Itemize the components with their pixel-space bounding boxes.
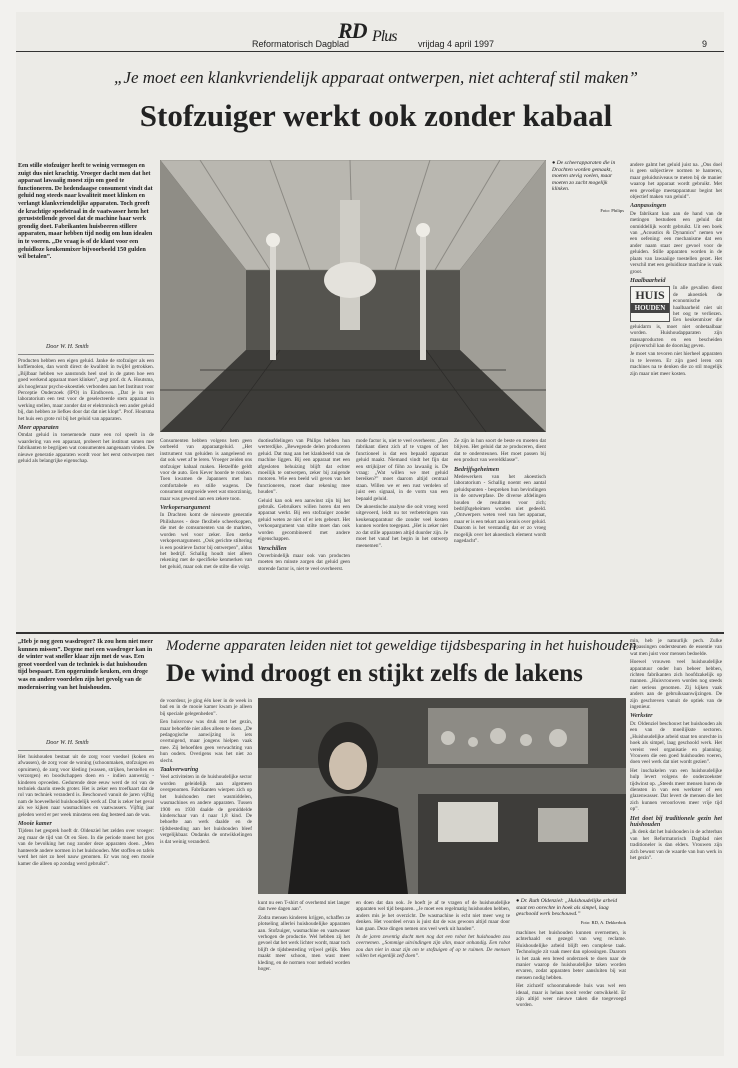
paragraph: Omdat geluid in toenemende mate een rol speelt in de waardering van een apparaat, probeert het instituut samen met fabrikanten te begrijpen wat consumenten aangenaam vinden. De nieuwe generatie apparaten wordt voor het eerst ontworpen met geluid als belangrijke eigenschap. [18, 432, 154, 465]
paragraph: Het zichzelf schoonmakende huis was wel een ideaal, maar is helaas nooit verder ontwikkeld. Er zijn altijd weer nieuwe taken die toegevoegd worden. [516, 983, 626, 1009]
subhead: Mooie kamer [18, 820, 52, 828]
paragraph: duotieafdelingen van Philips hebben hun werterdijke. „Bewegende delen produceren geluid. Dat mag aan het klankbeeld van de machine liggen. Bij een apparaat met een afgesloten behuizing blijft dat echter moeilijk te ontwerpen, zeker bij zuigende motoren. Wie een beeld wil geven van het functioneren, moet daar rekening mee houden”. [258, 438, 350, 496]
paragraph: Ze zijn in hun soort de beste en moeten dat blijven. Het geluid dat ze produceren, dient dat te ondersteunen. Het moet passen bij een product van wereldklasse”. [454, 438, 546, 464]
paragraph: Het inschakelen van een huishoudelijke hulp levert volgens de onderzoekster tijdwinst op. „Steeds meer mensen huren de diensten in van een werkster of een glazenwasser. Dat levert de mensen die het zich kunnen veroorloven meer vrije tijd op”. [630, 767, 722, 813]
paragraph: min, heb je natuurlijk pech. Zulke toepassingen ondersteunen de essentie van wat men juist voor mensen bedoelde. [630, 638, 722, 657]
paper-name: Reformatorisch Dagblad [252, 39, 350, 49]
kitchen-photo [258, 698, 626, 894]
paragraph: Het huishouden bestaat uit de zorg voor voedsel (koken en afwassen), de zorg voor de woning (schoonmaken, stofzuigen en opruimen), de zorg voor kleding (wassen, strijken, herstellen en verzorgen) en boodschappen doen en - indien aanwezig - kinderen opvoeden. Gedurende deze eeuw werd de rol van de techniek daarin steeds groter. Het is zeker een troefkaart dat de rol van techniek veranderd is. Beschouwd vanuit de jaren vijftig nam de hoeveelheid huishoudelijk werk af. Dat is zeker het geval als we kijken naar wasmachines en vaatwassers. Vijftig jaar geleden werd er per week minstens een dag besteed aan de was. [18, 754, 154, 818]
article2-lead: „Heb je nog geen wasdroger? Ik zou hem niet meer kunnen missen”. Degene met een wasdroger kan in de winter wat sneller klaar zijn met de was. Een groot voordeel van de techniek is dat huishouden tijd bespaart. Een opgeruimde keuken, een droge was en andere voordelen zijn het gevolg van de modernisering van het huishouden. [18, 638, 154, 691]
article2-headline: De wind droogt en stijkt zelfs de lakens [166, 660, 583, 687]
article1-lead: Een stille stofzuiger heeft te weinig vermogen en zuigt dus niet krachtig. Vroeger dacht men dat het apparaat lawaaiig moest zijn om goed te functioneren. De hedendaagse consument vindt dat geluid nog steeds naar kwaliteit moet klinken en verlangt klankvriendelijke apparaten. Toch greeft de krachtige spoelstraal in de vaatwasser hem het geruststellende gevoel dat de machine haar werk grondig doet. Fabrikanten huisbeeren stillere apparaten, maar hebben tijd nodig om hun idealen in te voeren. „De vraag is of de klant voor een geluidloze keukenmixer bijvoorbeeld 150 gulden wil betalen”. [18, 162, 153, 261]
paragraph: Hoewel vrouwen veel huishoudelijke apparatuur onder hun beheer hebben, richten fabrikanten zich hoofdzakelijk op mannen. „Huisvrouwen worden nog steeds niet serieus genomen. Zij kijken vaak anders aan de gebruiksaanwijzingen. De zijn geschreven vanuit de optiek van de ingenieur. [630, 659, 722, 711]
subhead: Taakverwaring [160, 766, 199, 774]
paragraph: mode factor is, niet te veel overheerst. „Een fabrikant dient zich af te vragen of het functioneel is dat een bepaald apparaat geluid maakt. Niemand vindt het fijn dat een strijkijzer of föhn zo lawaaiig is. De vraag: „Wat willen we met geluid bereiken?” moet daarom altijd centraal staan. Willen we er een rust verdelen of juist een signaal, in de vorm van een bepaald geluid. [356, 438, 448, 502]
paragraph: De fabrikant kan aan de hand van de metingen bestudeen een geluid dat onmiddellijk wordt gebruikt. Uit een boek van „Acoustics & Dynamics” nemen we een oefening: een mechanisme dat een ander naam staat zeer gevoel voor de geluiden. Stille apparaten worden in de plaats van lawaaiige toestellen gezet. Het verschil met een geluidloze machine is vaak groot. [630, 210, 722, 275]
logo-line-2: HOUDEN [631, 303, 669, 313]
article1-column-2 [160, 438, 252, 628]
paragraph: Medewerkers van het akoestisch laboratorium - Schallig noemt een aantal geluidspunten - bespreken hun bevindingen in de ontwerpfase. De diverse afdelingen houden de resultaten voor zich; bedrijfsgeheimen worden niet gedeeld. „Ontwerpers weten veel van het apparaat, maar er is een tekort aan kennis over geluid. Daarom is het verstandig dat er zo vroeg mogelijk over het akoestisch element wordt nagedacht”. [454, 474, 546, 545]
subhead: Bedrijfsgeheimen [454, 465, 500, 473]
divider [18, 354, 154, 355]
article2-column-3 [258, 900, 350, 1054]
photo-credit: Foto: Philips [600, 208, 624, 213]
rd-plus-logo [338, 18, 412, 46]
divider [18, 750, 154, 751]
article2-column-4 [356, 900, 510, 1054]
paragraph: Veel activiteiten in de huishoudelijke sector worden geleidelijk aan algemeen overgenomen. Fabrikanten wierpen zich op het huishouden met wasmiddelen, wasmachines en andere apparaten. Tussen 1900 en 1930 daalde de gemiddelde kinderschaar van 4 naar 1,8 kind. De behoefte aan werk daalde en de tijdsbesteding aan het huishouden bleef vergelijkbaar. Ondanks de ontwikkelingen is dat weinig veranderd. [160, 774, 252, 845]
article2-column-6 [630, 638, 722, 1054]
article2-column-2 [160, 698, 252, 1054]
paragraph: In de jaren zeventig dacht men nog dat een robot het huishouden zou overnemen. „Sommige uitvindingen zijn slim, maar onhandig. Een robot zou dan niet in staat zijn om te stofzuigen of op te ruimen. De mensen willen het eigenlijk zelf doen”. [356, 934, 510, 960]
article1-column-5 [454, 438, 546, 628]
photo-illustration [160, 160, 546, 432]
article2-column-5 [516, 930, 626, 1054]
logo-letters: RD [338, 18, 367, 43]
paragraph: Onverbindelijk maar ook van producten moeten ten minste zorgen dat geluid geen storende factor is, niet te veel overheerst. [258, 552, 350, 572]
article2-column-1 [18, 754, 154, 1054]
paragraph: Zodra mensen kinderen krijgen, schaffen ze plotseling allerlei huishoudelijke apparaten aan. Stofzuiger, wasmachine en vaatwasser verhogen de productie. Wel hebben zij het gevoel dat het werk lichter wordt, maar toch blijft de tijdsbesteding vrijwel gelijk. Men maakt meer schoon, men wast meer kleding, en de normen voor netheid worden hoger. [258, 914, 350, 973]
subhead: Haalbaarheid [630, 276, 666, 284]
subhead: Meer apparaten [18, 424, 59, 432]
article-separator [16, 632, 724, 634]
paragraph: kunt nu een T-shirt of overhemd niet langer dan twee dagen aan”. [258, 900, 350, 913]
masthead-rule [16, 51, 724, 52]
logo-plus: Plus [372, 28, 397, 45]
photo-caption: ● De scheerapparaten die in Drachten worden gemaakt, moeten stevig voelen, maar moeten zo zacht mogelijk klinken. [552, 160, 616, 193]
subhead: Werkster [630, 712, 653, 720]
photo-illustration [258, 698, 626, 894]
page-number: 9 [702, 39, 708, 49]
caption-bullet-icon: ● [516, 898, 521, 904]
photo-credit: Foto: RD, A. Dekkerbok [580, 920, 626, 925]
newspaper-page [16, 12, 724, 1056]
paragraph: De akoestische analyse die ooit vroeg werd uitgevoerd, leidt nu tot verbeteringen van keukenapparatuur die zonder veel kosten kunnen worden toegepast. „Het is zeker niet zo dat stille apparaten altijd duurder zijn. Je moet het vanaf het begin in het ontwerp meenemen”. [356, 504, 448, 549]
paragraph: In Drachten komt de nieuwste generatie Philishaves - deze flexibele scheerkoppen, die met de comsumenten van de markten, worden wel voor zeker. Een sterke verkopersargument. „Ook gerichte stiltering is een positieve factor bij ontwerpen”, aldus het bedrijf. Schallig houdt niet alleen rekening met de specifieke kenmerken van het geluid, maar ook met de stilte die volgt. [160, 512, 252, 570]
paragraph: In alle gevallen dient de akoestiek de economische haalbaarheid niet uit het oog te verliezen. Een keukenmixer die geluidarm is, moet niet onbetaalbaar worden. Huishoudapparaten zijn massaproducten en een bescheiden prijsverschil kan de doorslag geven. [630, 285, 722, 349]
subhead: Het doet bij traditionele gezin het huishouden [630, 814, 722, 828]
article1-column-4 [356, 438, 448, 628]
subhead: Aanpassingen [630, 202, 667, 210]
paragraph: Je moet van tevoren niet hierheel apparaten in te leveren. Er zijn goed leren om machines na te denken die zo stil mogelijk zijn maar niet meer kosten. [630, 351, 722, 377]
article1-column-6 [630, 162, 722, 628]
paragraph: andere galmt het geluid juist na. „Ons doel is geen subjectieve normen te hanteren, maar geluidsniveaus te meten bij de manier waarop het apparaat wordt gebruikt. Met een gevoelige meetapparatuur begint het objectief maken van geluid”. [630, 162, 722, 201]
paragraph: de voordeur, je ging één keer in de week in bad en in de mooie kamer kwam je alleen bij speciale gelegenheden”. [160, 698, 252, 717]
huis-houden-logo [630, 286, 670, 322]
logo-line-1: HUIS [635, 288, 665, 303]
paragraph: Geluid kan ook een aanwinst zijn bij het gebruik. Gebruikers willen horen dat een apparaat werkt. Bij een stofzuiger zonder geluid weten ze niet of er iets gebeurt. Het verkoopargument van stilte moet dan ook worden gecombineerd met andere eigenschappen. [258, 497, 350, 543]
article1-kicker: „Je moet een klankvriendelijk apparaat ontwerpen, niet achteraf stil maken” [113, 68, 639, 87]
paragraph: Een huisvrouw was druk met het gezin, maar behoefde niet alles alleen te doen. „De pedagogische aanwijzing is iets overtuigend, maar jongens hielpen vaak mee. Zij behoefden geen verwachting van hun ouders. Overigens was het niet zo slecht. [160, 719, 252, 764]
article1-column-3 [258, 438, 350, 628]
subhead: Verkopersargument [160, 504, 211, 512]
article1-column-1 [18, 358, 154, 628]
subhead: Verschillen [258, 544, 287, 552]
article2-kicker: Moderne apparaten leiden niet tot geweldige tijdsbesparing in het huishouden [166, 638, 637, 654]
paragraph: Producten hebben een eigen geluid. Janke de stofzuiger als een koffiemolen, dan wordt direct de kwaliteit in twijfel getrokken. „Bijlbaar hebben we aanstonds heel snel in de gaten hoe een goed werkend apparaat moet klinken”, zegt prof. dr. A. Houtsma, als hoogleraar psycho-akoestiek verbonden aan het Instituut voor Perceptie Onderzoek (IPO) in Eindhoven. „Dat je in een laboratorium een test voor de geselecteerde stem apparaat in werking stellen, maar zonder dat er elektronisch een ander geluid bij, dan hebben ze liefkes door dat dat niet klopt”. Prof. Houtsma het huis een grote rol bij het geluid van apparaten. [18, 358, 154, 422]
article1-byline: Door W. H. Smith [46, 344, 89, 350]
paragraph: „Ik denk dat het huishouden in de achterban van het Reformatorisch Dagblad niet traditioneler is dan elders. Vrouwen zijn zich bewust van de waarde van hun werk in het gezin”. [630, 829, 722, 861]
anechoic-chamber-photo [160, 160, 546, 432]
paragraph: Tijdens het gesprek hoeft dr. Oldenziel het zelden over vroeger: zeg maar de tijd van Ot en Sien. In die periode moest het gros van de bevolking het nog zonder deze apparaten doen. „Men hanteerde andere normen in het huishouden. Met stoffen en tafels werd het niet zo heel nauw genomen. Er was nog een mooie kamer die alleen op zondag werd gebruikt”. [18, 828, 154, 867]
issue-date: vrijdag 4 april 1997 [418, 39, 495, 49]
paragraph: Consumenten hebben volgens hem geen oorbeeld van apparaatgeluid. „Het instrument van geluiden is aangeleend en dat ook weet af te leren. Vroeger zeiden ons stofzuiger kabaal maken. Hetzelfde geldt voor de auto. Een Kever hoorde te ronken. Toen kwamen de Japanners met hun comfortabele en stille wagens. De consument ontgroeide weet wat stoorzinnig, maar was gewend aan een zekere toon. [160, 438, 252, 502]
caption-bullet-icon: ● [552, 160, 557, 166]
article1-headline: Stofzuiger werkt ook zonder kabaal [139, 98, 613, 133]
article2-byline: Door W. H. Smith [46, 740, 89, 746]
paragraph: en doen dat dan ook. Je hoeft je af te vragen of de huishoudelijke apparaten wel tijd besparen. „Je moet een regelmatig huishouden hebben, anders mis je het overzicht. De wasmachine is echt niet meer weg te denken. Het voordeel ervan is juist dat de was gewoon altijd maar door kan gaan. Deze dingen nemen ons veel werk uit handen”. [356, 900, 510, 932]
paragraph: machines het huishouden kunnen overnemen, is achterhaald en gezegd van weg reclame. Huishoudelijke arbeid blijft een complexe taak. Technologie zit vaak meer dan oplossingen. Daarom is het zaak een breed onderzoek te doen naar de manier waarop de huishoudelijke taken worden ervaren, zodat apparaten beter aansluiten bij wat mensen nodig hebben. [516, 930, 626, 981]
paragraph: Dr. Oldenziel beschouwt het huishouden als een van de moeilijkste sectoren. „Huishoudelijke arbeid staat ten onrechte in hoek als simpel, laag geschoold werk. Het vereist veel organisatie en planning. Vrouwen die een goed huishouden voeren, doen veel werk dat niet wordt gezien”. [630, 720, 722, 766]
photo-caption: ● Dr. Ruth Oldenziel: „Huishoudelijke arbeid staat ten onrechte in hoek als simpel, laag geschoold werk beschouwd.” [516, 898, 618, 918]
